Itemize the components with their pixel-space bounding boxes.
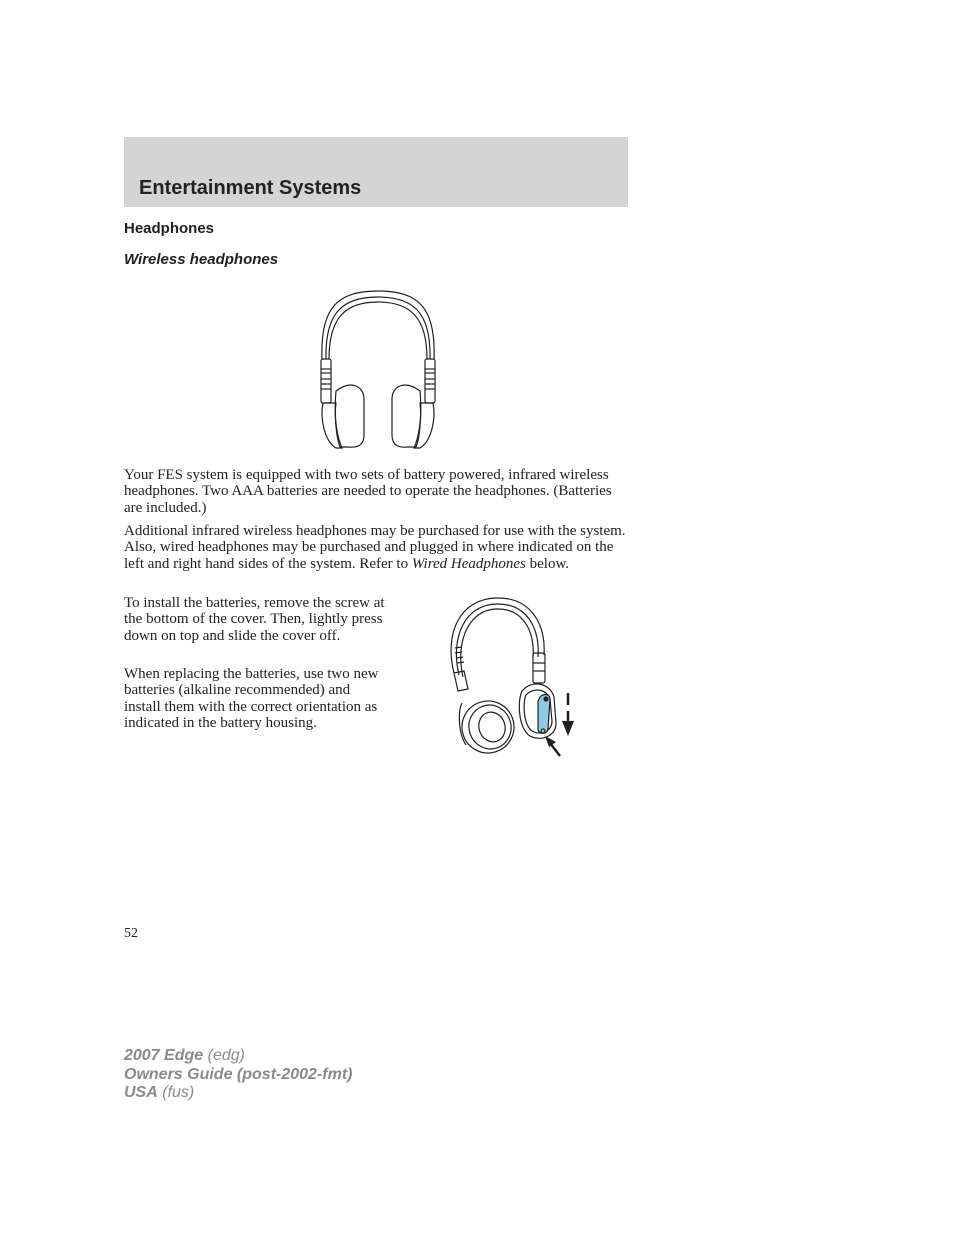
headphones-battery-cover-icon: [440, 593, 580, 761]
footer-region-bold: USA: [124, 1084, 158, 1101]
footer-line-guide: [124, 1066, 352, 1085]
page-subheading: Wireless headphones: [124, 251, 279, 268]
paragraph-additional-end: below.: [529, 555, 570, 572]
document-footer: [124, 1047, 352, 1103]
section-title: Entertainment Systems: [139, 177, 362, 199]
page-number: 52: [124, 926, 138, 941]
footer-guide-bold: Owners Guide (post-2002-fmt): [124, 1065, 353, 1083]
paragraph-additional-headphones: [124, 523, 628, 572]
page-heading: Headphones: [124, 220, 215, 237]
headphones-icon: [312, 287, 444, 453]
footer-line-model: [124, 1047, 352, 1066]
wired-headphones-reference: Wired Headphones: [411, 555, 526, 572]
paragraph-intro: Your FES system is equipped with two sets of battery powered, infrared wireless headphones. Two AAA batteries are needed to operate the headphones. (Batteries are included.): [124, 467, 612, 516]
footer-model-bold: 2007 Edge: [124, 1047, 204, 1064]
paragraph-additional-text: Additional infrared wireless headphones may be purchased for use with the system. Also, wired headphones may be purchased and plugged in where indicated on the left and right hand sides of the system. Refer to: [124, 523, 626, 572]
paragraph-replace-batteries: When replacing the batteries, use two new batteries (alkaline recommended) and install them with the correct orientation as indicated in the battery housing.: [124, 666, 379, 731]
footer-line-region: [124, 1084, 352, 1103]
paragraph-install-batteries: To install the batteries, remove the screw at the bottom of the cover. Then, lightly press down on top and slide the cover off.: [124, 595, 385, 644]
footer-model-code: (edg): [207, 1047, 245, 1064]
footer-region-code: (fus): [162, 1084, 195, 1101]
section-header-band: [124, 137, 628, 207]
